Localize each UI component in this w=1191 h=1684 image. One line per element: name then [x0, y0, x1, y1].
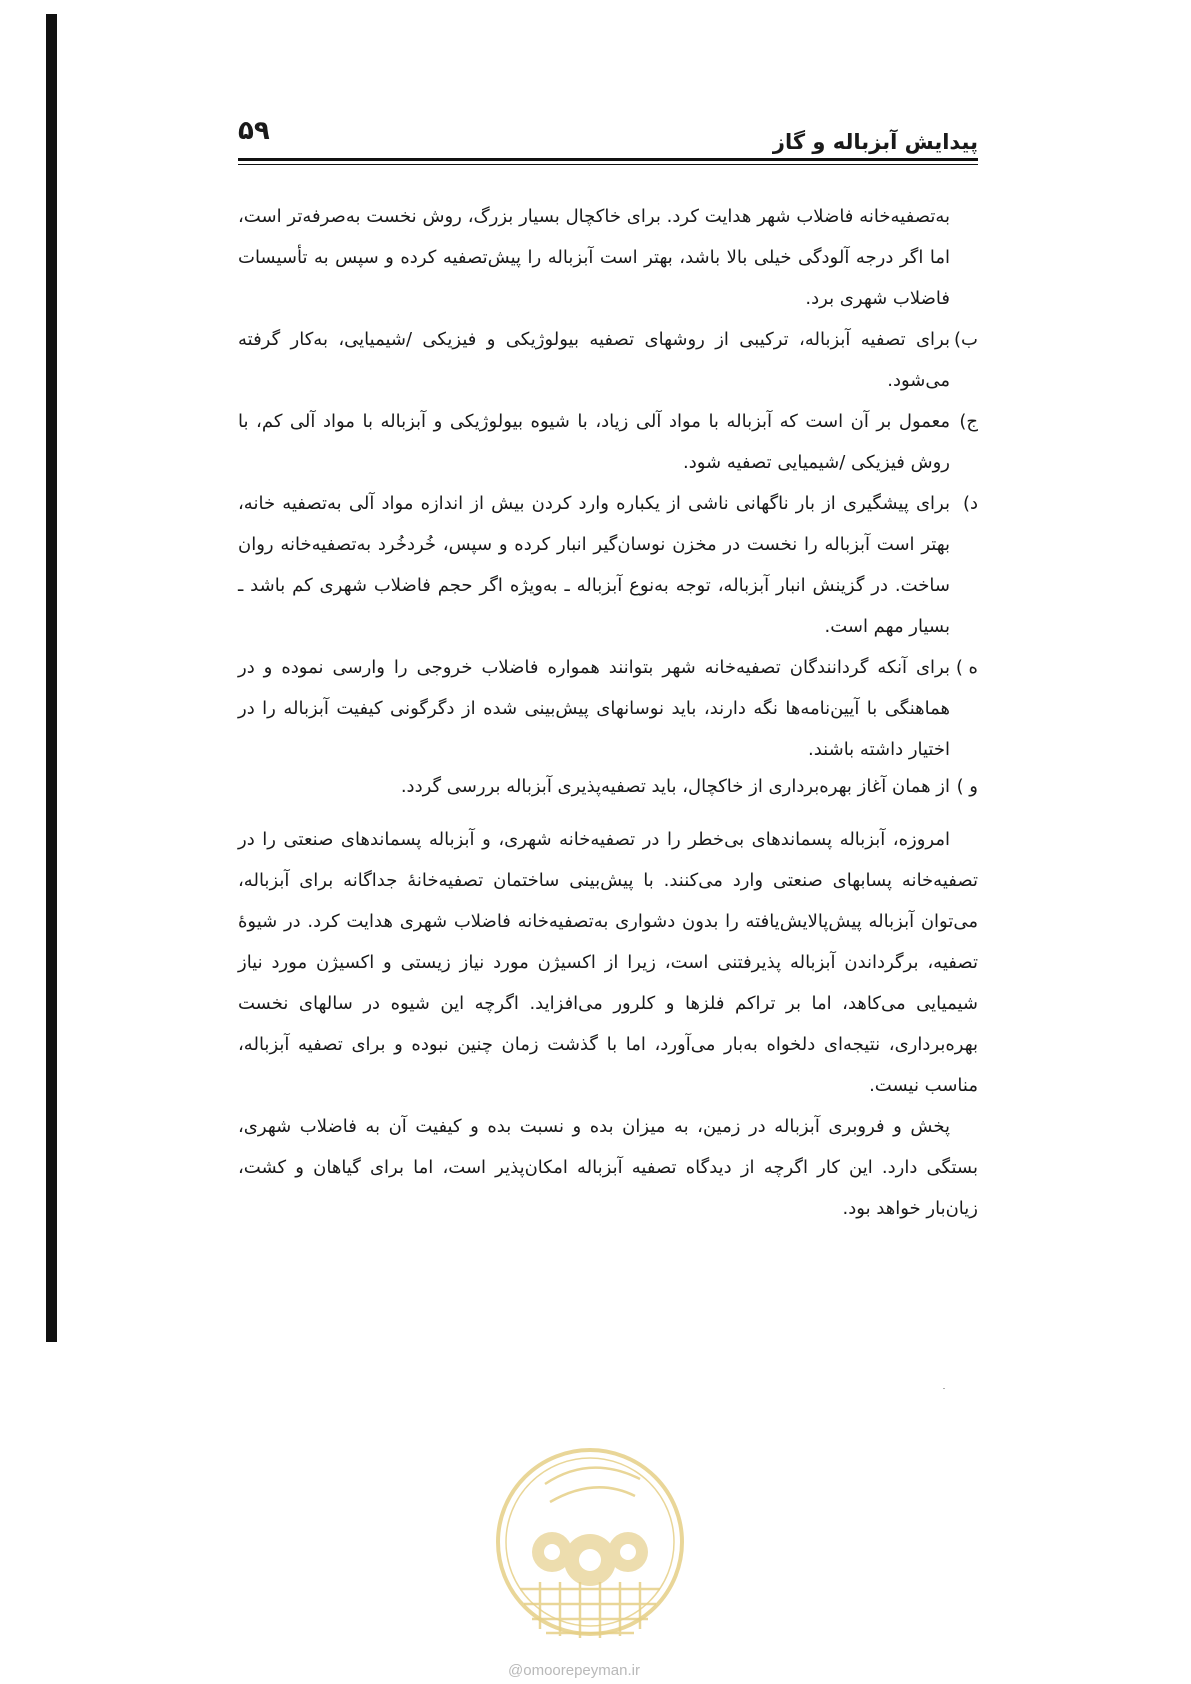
- page-body: [238, 196, 978, 1229]
- watermark-url: @omoorepeyman.ir: [508, 1662, 640, 1679]
- list-item: [238, 647, 978, 770]
- list-item: [238, 766, 978, 807]
- list-item-marker: ب): [954, 329, 978, 350]
- watermark-seal-icon: [490, 1424, 690, 1672]
- list-item-marker: د): [962, 493, 978, 514]
- continued-paragraph: به‌تصفیه‌خانه فاضلاب شهر هدایت کرد. برای خاکچال بسیار بزرگ، روش نخست به‌صرفه‌تر است، اما اگر درجه آلودگی خیلی بالا باشد، بهتر است آبزباله را پیش‌تصفیه کرده و سپس به تأسیسات فاضلاب شهری برد.: [238, 206, 950, 309]
- list-item-text: برای تصفیه آبزباله، ترکیبی از روشهای تصفیه بیولوژیکی و فیزیکی /شیمیایی، به‌کار گرفته می‌شود.: [238, 329, 950, 391]
- watermark-logo: [490, 1424, 690, 1672]
- list-item-marker: ه ): [955, 657, 978, 678]
- list-item-text: از همان آغاز بهره‌برداری از خاکچال، باید تصفیه‌پذیری آبزباله بررسی گردد.: [400, 776, 950, 797]
- running-title: پیدایش آبزباله و گاز: [772, 130, 978, 154]
- list-item-text: برای آنکه گردانندگان تصفیه‌خانه شهر بتوانند همواره فاضلاب خروجی را وارسی نموده و در هماهنگی با آیین‌نامه‌ها نگه دارند، باید نوسانهای پیش‌بینی شده از دگرگونی کیفیت آبزباله را در اختیار داشته باشند.: [238, 657, 950, 760]
- body-paragraph: امروزه، آبزباله پسماندهای بی‌خطر را در تصفیه‌خانه شهری، و آبزباله پسماندهای صنعتی را در تصفیه‌خانه پسابهای صنعتی وارد می‌کنند. با پیش‌بینی ساختمان تصفیه‌خانهٔ جداگانه برای آبزباله، می‌توان آبزباله پیش‌پالایش‌یافته را بدون دشواری به‌تصفیه‌خانه فاضلاب شهری هدایت کرد. در شیوهٔ تصفیه، برگرداندن آبزباله پذیرفتنی است، زیرا از اکسیژن مورد نیاز زیستی و اکسیژن مورد نیاز شیمیایی می‌کاهد، اما بر تراکم فلزها و کلرور می‌افزاید. اگرچه این شیوه در سالهای نخست بهره‌برداری، نتیجه‌ای دلخواه به‌بار می‌آورد، اما با گذشت زمان چنین نبوده و برای تصفیه آبزباله، مناسب نیست.: [238, 829, 978, 1096]
- list-item: [238, 483, 978, 647]
- list-item: [238, 401, 978, 483]
- scan-speck: [943, 1388, 945, 1389]
- header-rule: [238, 158, 978, 161]
- body-paragraph: پخش و فروبری آبزباله در زمین، به میزان بده و نسبت بده و کیفیت آن به فاضلاب شهری، بستگی دارد. این کار اگرچه از دیدگاه تصفیه آبزباله امکان‌پذیر است، اما برای گیاهان و کشت، زیان‌بار خواهد بود.: [238, 1116, 978, 1219]
- list-item-marker: ج): [959, 411, 978, 432]
- header-rule-thin: [238, 164, 978, 165]
- list-item-marker: و ): [956, 776, 978, 797]
- binding-edge: [46, 14, 57, 1342]
- list-item: [238, 319, 978, 401]
- list-item-text: معمول بر آن است که آبزباله با مواد آلی زیاد، با شیوه بیولوژیکی و آبزباله با مواد آلی کم، با روش فیزیکی /شیمیایی تصفیه شود.: [238, 411, 950, 473]
- list-item-text: برای پیشگیری از بار ناگهانی ناشی از یکباره وارد کردن بیش از اندازه مواد آلی به‌تصفیه خانه، بهتر است آبزباله را نخست در مخزن نوسان‌گیر انبار کرده و سپس، خُردخُرد به‌تصفیه‌خانه روان ساخت. در گزینش انبار آبزباله، توجه به‌نوع آبزباله ـ به‌ویژه اگر حجم فاضلاب شهری کم باشد ـ بسیار مهم است.: [238, 493, 950, 637]
- page-number: ۵۹: [238, 116, 270, 146]
